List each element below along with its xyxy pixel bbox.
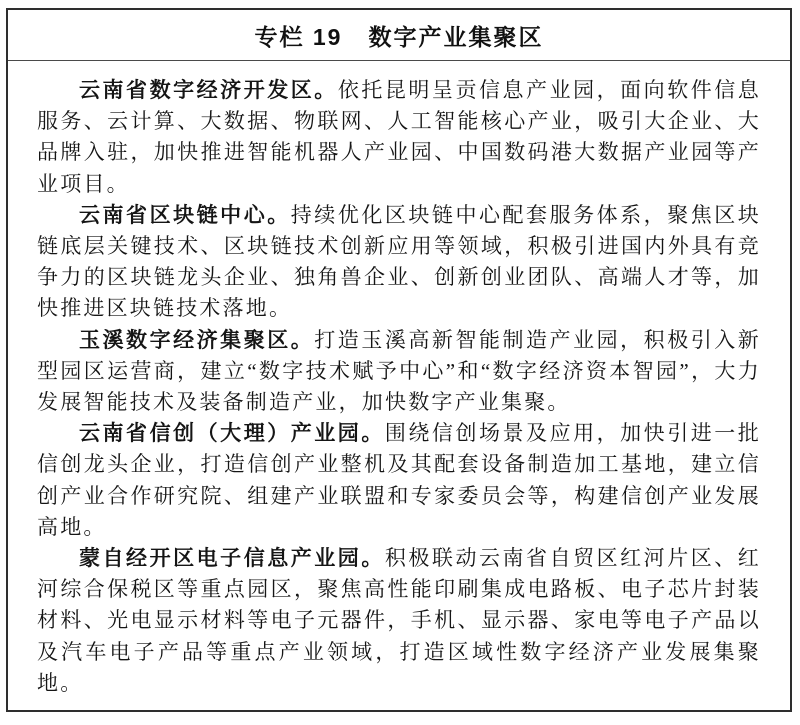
paragraph-text: 积极联动云南省自贸区红河片区、红河综合保税区等重点园区，聚焦高性能印刷集成电路板、电子芯片封装材料、光电显示材料等电子元器件，手机、显示器、家电等电子产品以及汽车电子产品等重点产业领域，打造区域性数字经济产业发展集聚地。 (37, 546, 761, 695)
column-number-label: 专栏 19 (254, 23, 343, 50)
paragraph-yuxi-cluster (37, 325, 761, 419)
paragraph-text: 打造玉溪高新智能制造产业园，积极引入新型园区运营商，建立“数字技术赋予中心”和“数字经济资本智园”，大力发展智能技术及装备制造产业，加快数字产业集聚。 (37, 327, 761, 415)
paragraph-digital-economy-zone (37, 75, 761, 200)
column-box-body (8, 61, 790, 699)
column-box-frame (6, 8, 792, 712)
paragraph-lead: 蒙自经开区电子信息产业园。 (79, 546, 385, 571)
paragraph-lead: 玉溪数字经济集聚区。 (79, 327, 315, 352)
paragraph-text: 依托昆明呈贡信息产业园，面向软件信息服务、云计算、大数据、物联网、人工智能核心产业，吸引大企业、大品牌入驻，加快推进智能机器人产业园、中国数码港大数据产业园等产业项目。 (37, 78, 761, 196)
paragraph-lead: 云南省信创（大理）产业园。 (79, 421, 385, 446)
paragraph-lead: 云南省数字经济开发区。 (79, 78, 338, 102)
paragraph-lead: 云南省区块链中心。 (79, 202, 291, 227)
paragraph-mengzi-electronics-park (37, 543, 761, 699)
paragraph-text: 围绕信创场景及应用，加快引进一批信创龙头企业，打造信创产业整机及其配套设备制造加工基地，建立信创产业合作研究院、组建产业联盟和专家委员会等，构建信创产业发展高地。 (37, 421, 761, 539)
paragraph-text: 持续优化区块链中心配套服务体系，聚焦区块链底层关键技术、区块链技术创新应用等领域，积极引进国内外具有竞争力的区块链龙头企业、独角兽企业、创新创业团队、高端人才等，加快推进区块链技术落地。 (37, 202, 761, 321)
paragraph-blockchain-center (37, 200, 761, 325)
paragraph-xinchuang-dali-park (37, 418, 761, 543)
column-title-label: 数字产业集聚区 (368, 23, 544, 50)
column-box-title (8, 10, 790, 61)
